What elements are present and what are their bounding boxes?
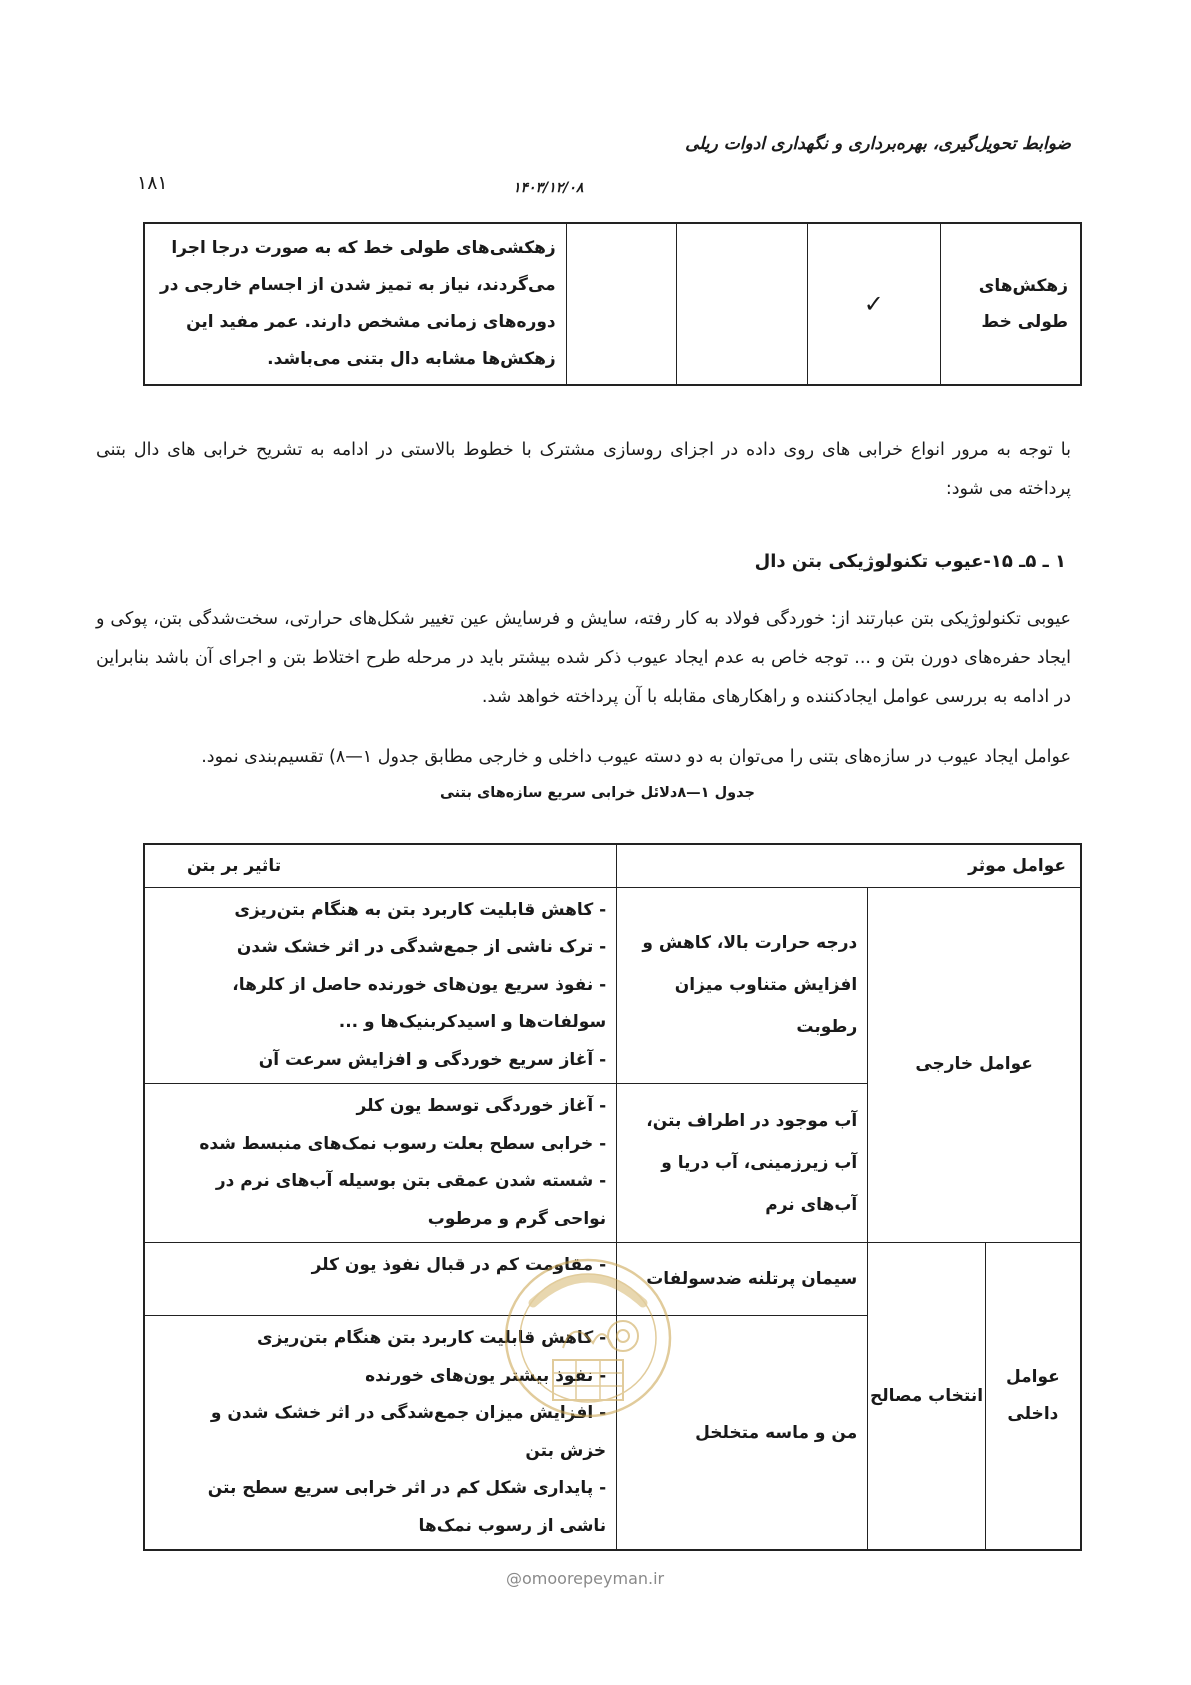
- concrete-damage-table: [143, 843, 1082, 1551]
- effects-cell: [144, 1316, 617, 1551]
- internal-factors-cell: عوامل داخلی: [985, 1243, 1081, 1551]
- effect-line: خزش بتن: [525, 1440, 607, 1461]
- effect-line: - مقاومت کم در قبال نفوذ یون کلر: [311, 1255, 607, 1275]
- footer-website: @omoorepeyman.ir: [506, 1569, 665, 1588]
- header-factors: عوامل موثر: [617, 844, 1081, 887]
- empty-cell: [566, 223, 677, 385]
- check-mark-icon: ✓: [807, 223, 940, 385]
- material-selection-cell: انتخاب مصالح: [868, 1243, 986, 1551]
- effect-line: - پایداری شکل کم در اثر خرابی سریع سطح بتن: [207, 1478, 607, 1498]
- effect-line: - کاهش قابلیت کاربرد بتن به هنگام بتن‌ریزی: [234, 899, 607, 920]
- table-caption: جدول ۱—۸دلائل خرابی سریع سازه‌های بتنی: [439, 785, 755, 801]
- item-name-cell: زهکش‌های طولی خط: [940, 223, 1081, 385]
- table-row: [144, 1243, 1081, 1316]
- description-cell: زهکشی‌های طولی خط که به صورت درجا اجرا می‌گردند، نیاز به تمیز شدن از اجسام خارجی در دوره‌های زمانی مشخص دارند. عمر مفید این زهکش‌ها مشابه دال بتنی می‌باشد.: [144, 223, 566, 385]
- effect-line: - کاهش قابلیت کاربرد بتن هنگام بتن‌ریزی: [256, 1328, 607, 1348]
- drainage-table: [143, 222, 1082, 386]
- effect-line: سولفات‌ها و اسیدکربنیک‌ها و ...: [338, 1012, 607, 1032]
- effect-line: نواحی گرم و مرطوب: [427, 1208, 607, 1229]
- section-heading: ۱ ـ ۵ـ ۱۵-عیوب تکنولوژیکی بتن دال: [754, 551, 1066, 572]
- effects-cell: [144, 1243, 617, 1316]
- effect-line: - ترک ناشی از جمع‌شدگی در اثر خشک شدن: [236, 937, 607, 957]
- page-number: ۱۸۱: [137, 172, 168, 194]
- factor-cell: سیمان پرتلنه ضدسولفات: [617, 1243, 868, 1316]
- document-date: ۱۴۰۳/۱۲/۰۸: [513, 180, 584, 196]
- header-effect: تاثیر بر بتن: [144, 844, 617, 887]
- effect-line: - افزایش میزان جمع‌شدگی در اثر خشک شدن و: [210, 1403, 607, 1423]
- effect-line: - آغاز خوردگی توسط یون کلر: [356, 1096, 607, 1116]
- empty-cell: [677, 223, 808, 385]
- table-row: [144, 223, 1081, 385]
- factor-cell: من و ماسه متخلخل: [617, 1316, 868, 1551]
- effect-line: - نفوذ بیشتر یون‌های خورنده: [365, 1365, 607, 1386]
- effect-line: ناشی از رسوب نمک‌ها: [418, 1515, 607, 1536]
- intro-paragraph: با توجه به مرور انواع خرابی های روی داده در اجزای روسازی مشترک با خطوط بالاستی در ادامه به تشریح خرابی های دال بتنی پرداخته می شود:: [96, 440, 1071, 499]
- factors-paragraph: عوامل ایجاد عیوب در سازه‌های بتنی را می‌توان به دو دسته عیوب داخلی و خارجی مطابق جدول ۱—۸) تقسیم‌بندی نمود.: [201, 747, 1071, 767]
- effect-line: - خرابی سطح بعلت رسوب نمک‌های منبسط شده: [199, 1133, 607, 1154]
- section-body-paragraph: عیوبی تکنولوژیکی بتن عبارتند از: خوردگی فولاد به کار رفته، سایش و فرسایش عین تغییر شکل‌های حرارتی، سخت‌شدگی بتن، پوکی و ایجاد حفره‌های دورن بتن و ... توجه خاص به عدم ایجاد عیوب ذکر شده بیشتر باید در مرحله طرح اختلاط بتن و اجرای آن باشد بنابراین در ادامه به بررسی عوامل ایجادکننده و راهکارهای مقابله با آن پرداخته خواهد شد.: [96, 609, 1071, 707]
- table-header-row: [144, 844, 1081, 887]
- effect-line: - شسته شدن عمقی بتن بوسیله آب‌های نرم در: [215, 1171, 607, 1191]
- running-title: ضوابط تحویل‌گیری، بهره‌برداری و نگهداری ادوات ریلی: [685, 134, 1071, 154]
- factor-cell: آب موجود در اطراف بتن، آب زیرزمینی، آب دریا و آب‌های نرم: [617, 1084, 868, 1243]
- effects-cell: [144, 887, 617, 1084]
- effect-line: - آغاز سریع خوردگی و افزایش سرعت آن: [258, 1049, 607, 1070]
- table-row: [144, 887, 1081, 1084]
- effect-line: - نفوذ سریع یون‌های خورنده حاصل از کلرها،: [232, 974, 607, 995]
- factor-cell: درجه حرارت بالا، کاهش و افزایش متناوب میزان رطوبت: [617, 887, 868, 1084]
- effects-cell: [144, 1084, 617, 1243]
- external-factors-cell: عوامل خارجی: [868, 887, 1081, 1243]
